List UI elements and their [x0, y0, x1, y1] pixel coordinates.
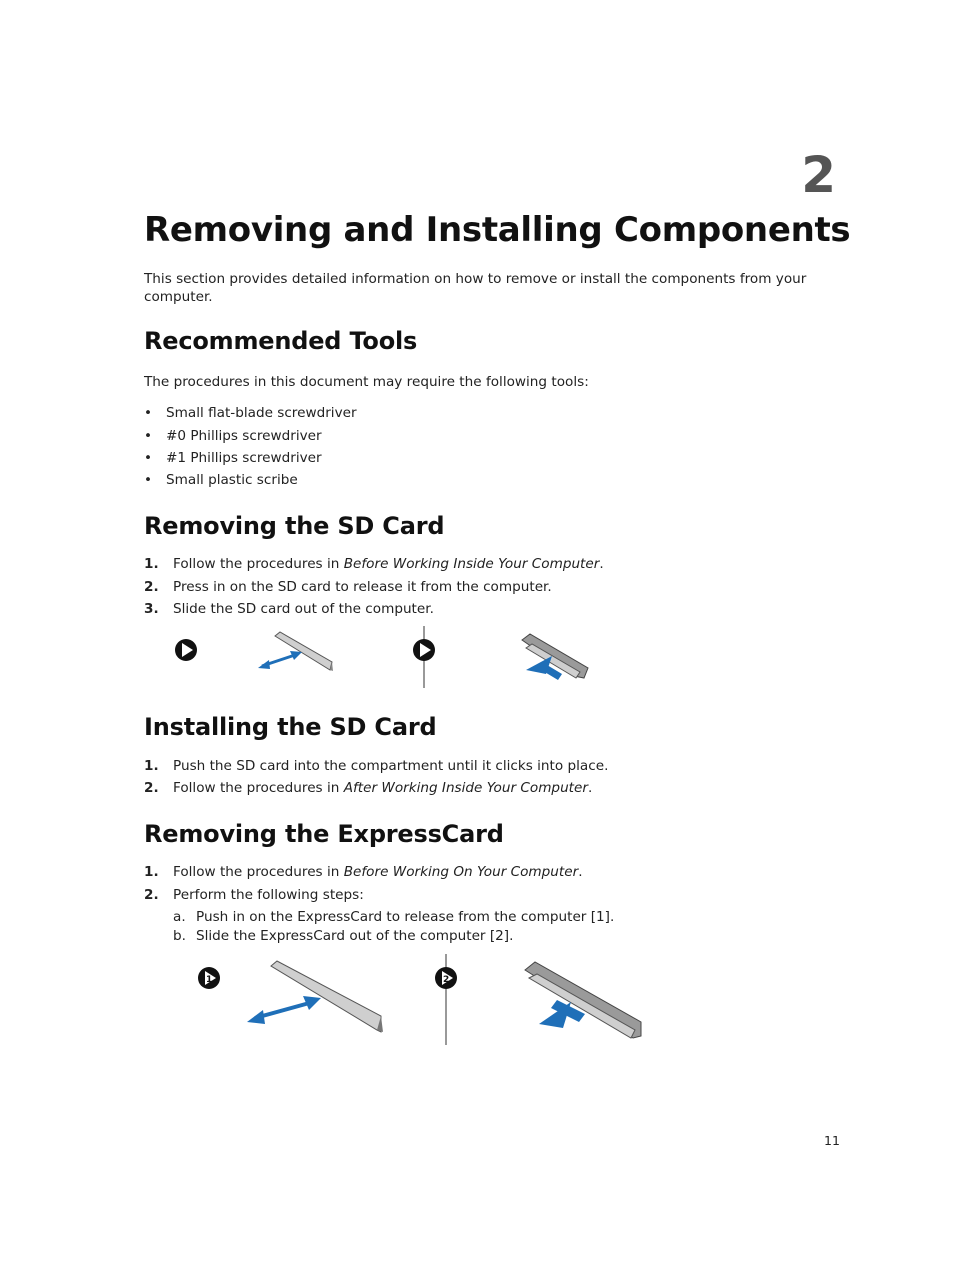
list-item: • #1 Phillips screwdriver: [144, 450, 322, 466]
expresscard-removal-figure: [195, 952, 685, 1048]
sd-card-removal-figure: [170, 624, 660, 690]
step-2-marker-icon: [435, 967, 457, 989]
sd-card-illustration: [275, 632, 333, 671]
step-1-marker-icon: [198, 967, 220, 989]
doc-reference: After Working Inside Your Computer: [343, 780, 588, 796]
play-step-icon: [413, 639, 435, 661]
heading-removing-sd-card: Removing the SD Card: [144, 512, 445, 540]
substep-item: b. Slide the ExpressCard out of the computer [2].: [173, 928, 514, 944]
expresscard-slot-illustration: [525, 962, 641, 1038]
step-1-label: 1: [206, 975, 213, 985]
heading-installing-sd-card: Installing the SD Card: [144, 713, 437, 741]
double-arrow-icon: [247, 996, 321, 1024]
step-2-label: 2: [443, 975, 450, 985]
step-item: 2. Press in on the SD card to release it from the computer.: [144, 579, 552, 595]
double-arrow-icon: [258, 651, 302, 669]
step-item: 1. Follow the procedures in Before Working Inside Your Computer.: [144, 556, 604, 572]
step-item: 2. Perform the following steps:: [144, 887, 364, 903]
heading-recommended-tools: Recommended Tools: [144, 327, 418, 355]
step-item: 3. Slide the SD card out of the computer.: [144, 601, 434, 617]
heading-removing-expresscard: Removing the ExpressCard: [144, 820, 504, 848]
step-item: 1. Push the SD card into the compartment until it clicks into place.: [144, 758, 609, 774]
doc-reference: Before Working On Your Computer: [343, 864, 579, 880]
doc-reference: Before Working Inside Your Computer: [343, 556, 600, 572]
chapter-number: 2: [801, 146, 836, 204]
play-step-icon: [175, 639, 197, 661]
list-item: • Small plastic scribe: [144, 472, 298, 488]
substep-item: a. Push in on the ExpressCard to release from the computer [1].: [173, 909, 615, 925]
expresscard-illustration: [271, 961, 383, 1032]
list-item: • Small flat-blade screwdriver: [144, 405, 357, 421]
list-item: • #0 Phillips screwdriver: [144, 428, 322, 444]
tools-lead: The procedures in this document may require the following tools:: [144, 374, 589, 390]
page-title: Removing and Installing Components: [144, 210, 851, 250]
step-item: 2. Follow the procedures in After Working Inside Your Computer.: [144, 780, 593, 796]
intro-paragraph: This section provides detailed information on how to remove or install the components from your computer.: [144, 271, 807, 305]
step-item: 1. Follow the procedures in Before Working On Your Computer.: [144, 864, 583, 880]
page-number: 11: [824, 1133, 840, 1148]
